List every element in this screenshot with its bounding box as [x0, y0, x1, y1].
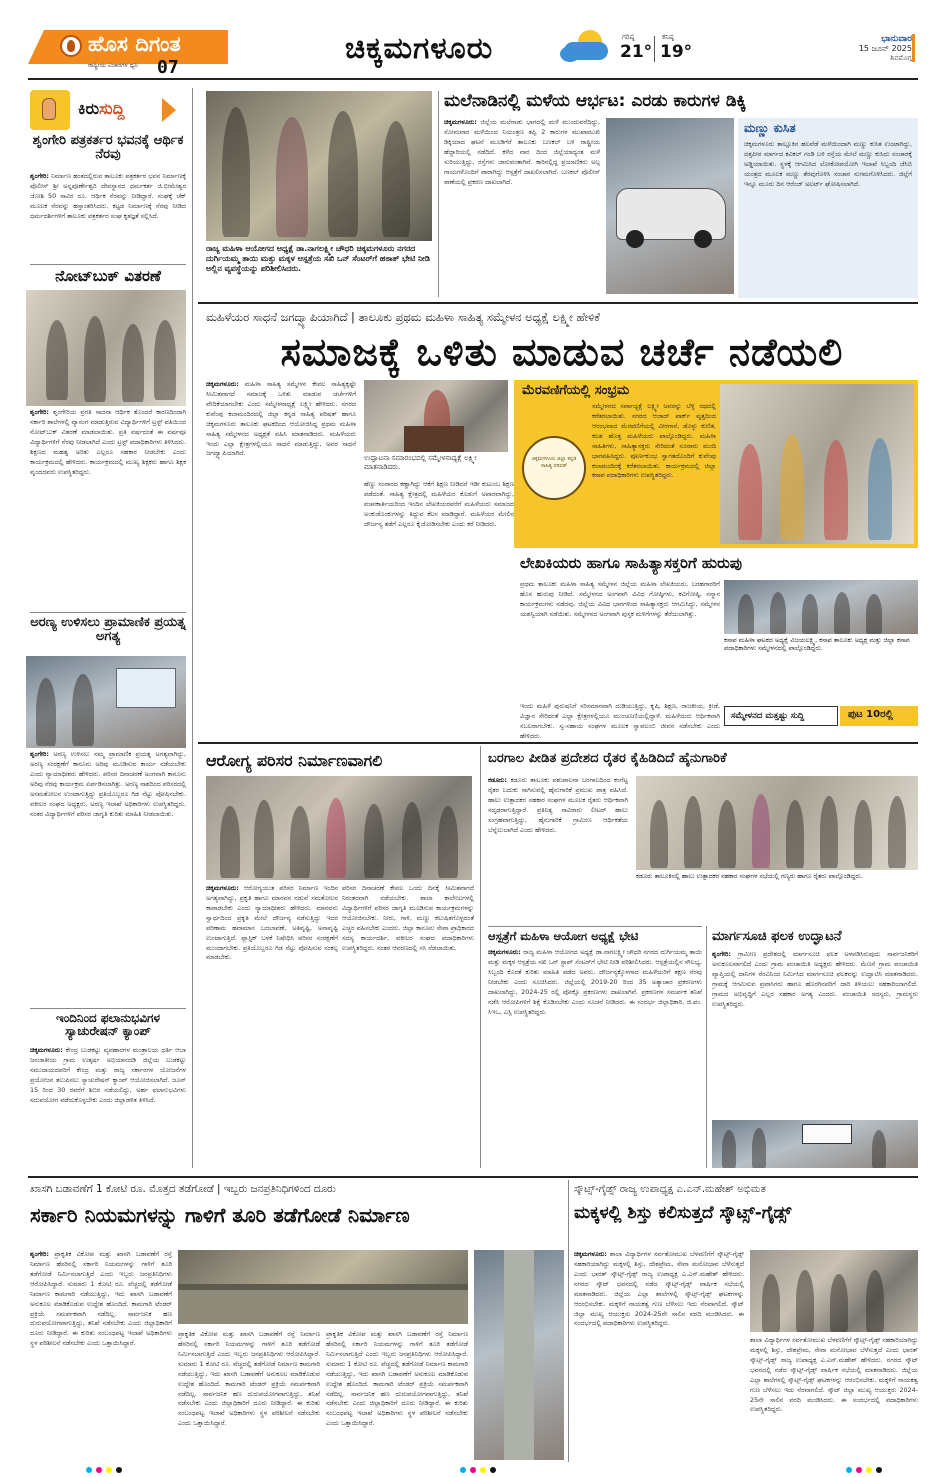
rain-text: ಜಿಲ್ಲೆಯ ಮಲೆನಾಡು ಭಾಗದಲ್ಲಿ ಮಳೆ ಮುಂದುವರೆದಿದ್ದು, ಸೋಮವಾರ ಮಳೆಯಿಂದ ನಿಯಂತ್ರಣ ತಪ್ಪಿ 2 ಕಾರುಗಳ ಮುಖಾಮುಖಿ ಡಿಕ್ಕಿಯಾದ ಘಟನೆ ಮೂಡಿಗೆರೆ ತಾಲೂಕು ಬಣಕಲ್ ಬಳಿ ರಾಷ್ಟ್ರೀಯ ಹೆದ್ದಾರಿಯಲ್ಲಿ ನಡೆದಿದೆ. ಕಳೆದ ವಾರ ದಿಂದ ಜಿಲ್ಲೆಯಾದ್ಯಂತ ಮಳೆ ಸುರಿಯುತ್ತಿದ್ದು, ರಸ್ತೆಗಳು ಜಾರುವಂತಾಗಿವೆ. ಕಾರಿನಲ್ಲಿದ್ದ ಪ್ರಯಾಣಿಕರು ಅಲ್ಪ ಗಾಯಗಳೊಂದಿಗೆ ಪಾರಾಗಿದ್ದು ಆಸ್ಪತ್ರೆಗೆ ದಾಖಲಿಸಲಾಗಿದೆ. ಬಣಕಲ್ ಪೊಲೀಸ್ ಠಾಣೆಯಲ್ಲಿ ಪ್ರಕರಣ ದಾಖಲಾಗಿದೆ.	[444, 118, 600, 186]
page-number: 07	[157, 57, 179, 78]
dateline-box	[808, 34, 912, 64]
dairy-meeting-caption: ಕಡೂರು ತಾಲೂಕಿನಲ್ಲಿ ಹಾಲು ಉತ್ಪಾದಕರ ಸಹಕಾರ ಸಂಘಗಳ ಸಭೆಯಲ್ಲಿ ಗಣ್ಯರು ಹಾಗೂ ರೈತರು ಪಾಲ್ಗೊಂಡಿದ್ದರು.	[636, 872, 863, 880]
column-divider	[438, 91, 439, 297]
procession-title: ಮೆರವಣಿಗೆಯಲ್ಲಿ ಸಂಭ್ರಮ	[522, 383, 630, 398]
health-event-photo	[206, 776, 472, 880]
story2-headline: ನೋಟ್‌ಬುಕ್ ವಿತರಣೆ	[55, 267, 161, 285]
story1-text: ನಿರ್ಮಾಣ ಹಂತದಲ್ಲಿರುವ ತಾಲೂಕು ಪತ್ರಕರ್ತರ ಭವನ ನಿರ್ಮಾಣಕ್ಕೆ ಪೊಲೀಸ್ ಶ್ರೀ ಅನ್ನಪೂರ್ಣೇಶ್ವರಿ ದೇವಸ್ಥಾನದ ಧರ್ಮಕರ್ತ ಜಿ.ಭೀಮೇಶ್ವರ ಜೋಶಿ 50 ಸಾವಿರ ರೂ. ಆರ್ಥಿಕ ನೆರವನ್ನು ನೀಡಿದ್ದಾರೆ. ಸಂಘಕ್ಕೆ ಚೆಕ್ ಮೂಲಕ ನೆರವನ್ನು ಹಸ್ತಾಂತರಿಸಿದರು. ಕಟ್ಟಡ ನಿರ್ಮಾಣಕ್ಕೆ ನೆರವು ನೀಡಿದ ಧರ್ಮದರ್ಶಿಗಳಿಗೆ ತಾಲೂಕು ಪತ್ರಕರ್ತರ ಸಂಘ ಕೃತಜ್ಞತೆ ಸಲ್ಲಿಸಿದೆ.	[30, 172, 186, 220]
health-body-col2: ಪರಿಸರ ದಿನಾಚರಣೆ ಕೇವಲ ಒಂದು ದಿನಕ್ಕೆ ಸೀಮಿತವಾಗದೆ ನಿರಂತರವಾಗಿ ನಡೆಯಬೇಕು. ಶಾಲಾ ಕಾಲೇಜುಗಳಲ್ಲಿ ವಿದ್ಯಾರ್ಥಿಗಳಿಗೆ ಪರಿಸರ ಜಾಗೃತಿ ಮೂಡಿಸುವ ಕಾರ್ಯಕ್ರಮಗಳನ್ನು ಆಯೋಜಿಸಬೇಕು. ನೀರು, ಗಾಳಿ, ಮಣ್ಣು ಕಲುಷಿತಗೊಳ್ಳದಂತೆ ಎಚ್ಚರ ವಹಿಸಬೇಕು ಎಂದರು. ಜಿಲ್ಲಾ ಕಾನೂನು ಸೇವಾ ಪ್ರಾಧಿಕಾರದ ಸದಸ್ಯ ಕಾರ್ಯದರ್ಶಿ, ವಕೀಲರ ಸಂಘದ ಪದಾಧಿಕಾರಿಗಳು ಉಪಸ್ಥಿತರಿದ್ದರು. ನಂತರ ಆವರಣದಲ್ಲಿ ಸಸಿ ನೆಡಲಾಯಿತು.	[342, 884, 474, 952]
story1-headline: ಶೃಂಗೇರಿ ಪತ್ರಕರ್ತರ ಭವನಕ್ಕೆ ಆರ್ಥಿಕ ನೆರವು	[32, 133, 184, 163]
scouts-meeting-photo	[750, 1250, 918, 1332]
story4-body	[30, 1046, 186, 1168]
signboard-body	[712, 950, 918, 1118]
temp-divider	[654, 36, 655, 62]
chevron-right-icon	[162, 98, 176, 122]
divider	[488, 926, 702, 927]
brand-name: ಹೊಸ ದಿಗಂತ	[88, 32, 181, 56]
column-divider	[480, 746, 481, 1168]
rain-cloud-icon	[560, 30, 610, 66]
section-rule	[198, 302, 918, 304]
story3-dateline: ಶೃಂಗೇರಿ:	[30, 750, 49, 758]
lead-photo-caption: ಉದ್ಘಾಟನಾ ಸಮಾರಂಭದಲ್ಲಿ ಸಮ್ಮೇಳನಾಧ್ಯಕ್ಷೆ ಲಕ್ಷ್ಮೀ ಮಾತನಾಡಿದರು.	[364, 454, 477, 471]
edition-title: ಚಿಕ್ಕಮಗಳೂರು	[345, 31, 494, 66]
column-divider	[706, 926, 707, 1168]
divider	[30, 612, 186, 613]
writers-caption: ಕಸಾಪ ಮಹಿಳಾ ಘಟಕದ ಅಧ್ಯಕ್ಷೆ ವಿಜಯಲಕ್ಷ್ಮಿ, ಕಸಾಪ ತಾಲೂಕು ಅಧ್ಯಕ್ಷ ಮತ್ತು ಜಿಲ್ಲಾ ಕಸಾಪ ಪದಾಧಿಕಾರಿಗಳು ಸಮ್ಮೇಳನದಲ್ಲಿ ಪಾಲ್ಗೊಂಡಿದ್ದರು.	[724, 636, 910, 652]
wall-headline: ಸರ್ಕಾರಿ ನಿಯಮಗಳನ್ನು ಗಾಳಿಗೆ ತೂರಿ ತಡೆಗೋಡೆ ನಿರ್ಮಾಣ	[30, 1203, 410, 1227]
car-crash-photo	[606, 118, 734, 294]
max-temp-label: ಗರಿಷ್ಠ	[622, 33, 635, 41]
wall-kicker: ಖಾಸಗಿ ಬಡಾವಣೆಗೆ 1 ಕೋಟಿ ರೂ. ಮೊತ್ತದ ತಡೆಗೋಡೆ | ಇಬ್ಬರು ಜನಪ್ರತಿನಿಧಿಗಳಿಂದ ದೂರು	[30, 1183, 336, 1195]
story3-headline: ಅರಣ್ಯ ಉಳಿಸಲು ಪ್ರಾಮಾಣಿಕ ಪ್ರಯತ್ನ ಅಗತ್ಯ	[30, 615, 186, 645]
orange-corner-bar	[912, 34, 915, 62]
story3-text: ಅರಣ್ಯ ಉಳಿಸಲು ನಮ್ಮ ಪ್ರಾಮಾಣಿಕ ಪ್ರಯತ್ನ ಅಗತ್ಯವಾಗಿದ್ದು, ಅರಣ್ಯ ಸಂರಕ್ಷಣೆಗೆ ಕಾನೂನು ಅರಿವು ಮೂಡಿಸುವ ಕಾರ್ಯ ನಡೆಯಬೇಕು ಎಂದು ನ್ಯಾಯಾಧೀಶರು ಹೇಳಿದರು. ಪರಿಸರ ದಿನಾಚರಣೆ ಅಂಗವಾಗಿ ಕಾನೂನು ಅರಿವು ನೆರವು ಕಾರ್ಯಕ್ರಮ ಏರ್ಪಡಿಸಲಾಗಿತ್ತು. ಅರಣ್ಯ ನಾಶದಿಂದ ಪರಿಸರದಲ್ಲಿ ಅಸಮತೋಲನ ಉಂಟಾಗುತ್ತಿದ್ದು ಪ್ರತಿಯೊಬ್ಬರೂ ಗಿಡ ನೆಟ್ಟು ಪೋಷಿಸಬೇಕು. ವಕೀಲರ ಸಂಘದ ಅಧ್ಯಕ್ಷರು, ಅರಣ್ಯ ಇಲಾಖೆ ಅಧಿಕಾರಿಗಳು ಉಪಸ್ಥಿತರಿದ್ದರು. ನಂತರ ವಿದ್ಯಾರ್ಥಿಗಳಿಗೆ ಪರಿಸರ ಜಾಗೃತಿ ಕುರಿತು ಮಾಹಿತಿ ನೀಡಲಾಯಿತು.	[30, 750, 186, 818]
soil-slide-title: ಮಣ್ಣು ಕುಸಿತ	[744, 121, 796, 135]
health-dateline: ಚಿಕ್ಕಮಗಳೂರು:	[206, 884, 239, 892]
drought-text: ಕಡೂರು ತಾಲೂಕು ಪಶುಪಾಲನಾ ಬರಗಾಲದಿಂದ ಕಂಗೆಟ್ಟ ರೈತರ ಬದುಕು ಸಾಗಿಸುವಲ್ಲಿ ಹೈನುಗಾರಿಕೆ ಪ್ರಮುಖ ಪಾತ್ರ ವಹಿಸಿದೆ. ಹಾಲು ಉತ್ಪಾದಕರ ಸಹಕಾರ ಸಂಘಗಳ ಮೂಲಕ ರೈತರು ಆರ್ಥಿಕವಾಗಿ ಸದೃಢರಾಗುತ್ತಿದ್ದಾರೆ. ಪ್ರತಿನಿತ್ಯ ಸಾವಿರಾರು ಲೀಟರ್ ಹಾಲು ಸಂಗ್ರಹವಾಗುತ್ತಿದ್ದು, ಹೈನುಗಾರಿಕೆ ಗ್ರಾಮೀಣ ಆರ್ಥಿಕತೆಯ ಬೆನ್ನೆಲುಬಾಗಿದೆ ಎಂದು ಹೇಳಿದರು.	[488, 776, 628, 834]
scouts-body-col1	[574, 1250, 744, 1460]
soil-slide-box	[738, 118, 918, 298]
commission-visit-photo	[206, 91, 432, 241]
story2-dateline: ಶೃಂಗೇರಿ:	[30, 408, 49, 416]
issue-date: 15 ಜೂನ್ 2025	[858, 44, 912, 53]
day-name: ಭಾನುವಾರ	[881, 34, 912, 44]
health-body-col1	[206, 884, 338, 1168]
divider	[30, 1008, 186, 1009]
suddi-label: ಸುದ್ದಿ	[99, 99, 125, 118]
commission-visit-caption: ರಾಜ್ಯ ಮಹಿಳಾ ಆಯೋಗದ ಅಧ್ಯಕ್ಷೆ ಡಾ.ನಾಗಲಕ್ಷ್ಮೀ ಚೌಧರಿ ಚಿಕ್ಕಮಗಳೂರು ನಗರದ ದುರ್ಗಿಯಮ್ಮ ತಾಯಿ ಮತ್ತು ಮಕ್ಕಳ ಆಸ್ಪತ್ರೆಯ ಸಖಿ ಒನ್ ಸೆಂಟರ್‌ಗೆ ಹಠಾತ್ ಭೇಟಿ ನೀಡಿ ಅಲ್ಲಿನ ವ್ಯವಸ್ಥೆಯನ್ನು ಪರಿಶೀಲಿಸಿದರು.	[206, 244, 430, 273]
retaining-wall-photo-2	[474, 1250, 564, 1460]
section-rule	[28, 1176, 918, 1178]
lead-body-col1	[206, 380, 356, 780]
min-temp-label: ಕನಿಷ್ಠ	[662, 33, 674, 41]
kasapa-seal-text: ಚಿಕ್ಕಮಗಳೂರು ಜಿಲ್ಲಾ ಕನ್ನಡ ಸಾಹಿತ್ಯ ಪರಿಷತ್	[531, 456, 577, 469]
lead-speaker-photo	[364, 380, 508, 452]
lead-body-col2: ಹೆಣ್ಣು ಸಂಸಾರದ ಕಣ್ಣಾಗಿದ್ದು ಆಕೆಗೆ ಶಿಕ್ಷಣ ನೀಡಿದರೆ ಇಡೀ ಕುಟುಂಬ ಶಿಕ್ಷಣ ಪಡೆದಂತೆ. ಸಾಹಿತ್ಯ ಕ್ಷೇತ್ರದಲ್ಲಿ ಮಹಿಳೆಯರ ಕೊಡುಗೆ ಅಪಾರವಾಗಿದ್ದು, ವಚನಕಾರ್ತಿಯರಿಂದ ಇಂದಿನ ಲೇಖಕಿಯರವರೆಗೆ ಮಹಿಳೆಯರು ಸಮಾಜದ ಅಂಕುಡೊಂಕುಗಳನ್ನು ತಿದ್ದುವ ಕೆಲಸ ಮಾಡಿದ್ದಾರೆ. ಮಹಿಳೆಯರ ಮೇಲಿನ ದೌರ್ಜನ್ಯ ತಡೆಗೆ ಎಲ್ಲರೂ ಕೈಜೋಡಿಸಬೇಕು ಎಂದು ಕರೆ ನೀಡಿದರು.	[364, 480, 514, 528]
lead-dateline: ಚಿಕ್ಕಮಗಳೂರು:	[206, 380, 239, 388]
rain-body	[444, 118, 600, 296]
max-temp: 21°	[620, 42, 653, 62]
hand-point-icon	[30, 90, 70, 130]
drought-headline: ಬರಗಾಲ ಪೀಡಿತ ಪ್ರದೇಶದ ರೈತರ ಕೈಹಿಡಿದಿದೆ ಹೈನುಗಾರಿಕೆ	[488, 751, 727, 766]
story4-headline: ಇಂದಿನಿಂದ ಫಲಾನುಭವಿಗಳ ಸ್ಯಾಚುರೇಷನ್ ಕ್ಯಾಂಪ್	[56, 1011, 160, 1039]
soil-slide-body: ಚಿಕ್ಕಮಗಳೂರು ತಾಲ್ಲೂಕಿನ ಹಲವೆಡೆ ಮಳೆಯಿಂದಾಗಿ ಮಣ್ಣು ಕುಸಿತ ಉಂಟಾಗಿದ್ದು, ದತ್ತಪೀಠ ಮಾರ್ಗದ ಕವಿಕಲ್ ಗಂಡಿ ಬಳಿ ರಸ್ತೆಯ ಮೇಲೆ ಮಣ್ಣು ಕುಸಿದು ಸಂಚಾರಕ್ಕೆ ಅಡ್ಡಿಯಾಯಿತು. ಸ್ಥಳಕ್ಕೆ ಆಗಮಿಸಿದ ಲೋಕೋಪಯೋಗಿ ಇಲಾಖೆ ಸಿಬ್ಬಂದಿ ಜೆಸಿಬಿ ಯಂತ್ರದ ಮೂಲಕ ಮಣ್ಣು ತೆರವುಗೊಳಿಸಿ ಸಂಚಾರ ಸುಗಮಗೊಳಿಸಿದರು. ಜಿಲ್ಲೆಗೆ ಇನ್ನೂ ಮೂರು ದಿನ ಆರೆಂಜ್ ಅಲರ್ಟ್ ಘೋಷಿಸಲಾಗಿದೆ.	[744, 140, 912, 188]
rain-headline: ಮಲೆನಾಡಿನಲ್ಲಿ ಮಳೆಯ ಆರ್ಭಟ: ಎರಡು ಕಾರುಗಳ ಡಿಕ್ಕಿ	[444, 91, 747, 111]
commission-headline: ಆಸ್ಪತ್ರೆಗೆ ಮಹಿಳಾ ಆಯೋಗ ಅಧ್ಯಕ್ಷೆ ಭೇಟಿ	[488, 929, 639, 943]
procession-photo	[720, 384, 914, 544]
lead-text-1: ಮಹಿಳಾ ಸಾಹಿತ್ಯ ಸಮ್ಮೇಳನ ಕೇವಲ ಸಾಹಿತ್ಯಕ್ಕಷ್ಟೇ ಸೀಮಿತವಾಗದೆ ಸಮಾಜಕ್ಕೆ ಒಳಿತು ಮಾಡುವ ಚರ್ಚೆಗಳಿಗೆ ವೇದಿಕೆಯಾಗಬೇಕು ಎಂದು ಸಮ್ಮೇಳನಾಧ್ಯಕ್ಷೆ ಲಕ್ಷ್ಮೀ ಹೇಳಿದರು. ನಗರದ ಕುವೆಂಪು ಕಲಾಮಂದಿರದಲ್ಲಿ ಜಿಲ್ಲಾ ಕನ್ನಡ ಸಾಹಿತ್ಯ ಪರಿಷತ್ ಹಾಗೂ ಚಿಕ್ಕಮಗಳೂರು ತಾಲೂಕು ಘಟಕದಿಂದ ಆಯೋಜಿಸಿದ್ದ ಪ್ರಥಮ ಮಹಿಳಾ ಸಾಹಿತ್ಯ ಸಮ್ಮೇಳನದ ಅಧ್ಯಕ್ಷತೆ ವಹಿಸಿ ಮಾತನಾಡಿದರು. ಮಹಿಳೆಯರು ಇಂದು ಎಲ್ಲಾ ಕ್ಷೇತ್ರಗಳಲ್ಲಿಯೂ ಸಾಧನೆ ಮಾಡುತ್ತಿದ್ದು, ಅವರ ಸಾಧನೆ ಜಗದ್ವ್ಯಾಪಿಯಾಗಿದೆ.	[206, 380, 356, 458]
edition-city: ಶಿವಮೊಗ್ಗ	[890, 54, 912, 62]
story2-body	[30, 408, 186, 612]
scouts-dateline: ಚಿಕ್ಕಮಗಳೂರು:	[574, 1250, 607, 1258]
wall-dateline: ಶೃಂಗೇರಿ:	[30, 1250, 49, 1258]
procession-body: ಸಮ್ಮೇಳನದ ಸರ್ವಾಧ್ಯಕ್ಷೆ ಲಕ್ಷ್ಮೀ ಅವರನ್ನು ಬೆಳ್ಳಿ ರಥದಲ್ಲಿ ಕರೆತರಲಾಯಿತು. ನಗರದ ಆಜಾದ್ ಪಾರ್ಕ್ ವೃತ್ತದಿಂದ ಆರಂಭವಾದ ಮೆರವಣಿಗೆಯಲ್ಲಿ ವೀರಗಾಸೆ, ಡೊಳ್ಳು ಕುಣಿತ, ಕಲಶ ಹೊತ್ತ ಮಹಿಳೆಯರು ಪಾಲ್ಗೊಂಡಿದ್ದರು. ಮಹಿಳಾ ಸಾಹಿತಿಗಳು, ಸಾಹಿತ್ಯಾಸಕ್ತರು ಸೇರಿದಂತೆ ನೂರಾರು ಮಂದಿ ಭಾಗವಹಿಸಿದ್ದರು. ಪೂರ್ಣಕುಂಭ ಸ್ವಾಗತದೊಂದಿಗೆ ಕುವೆಂಪು ಕಲಾಮಂದಿರಕ್ಕೆ ಕರೆತರಲಾಯಿತು. ಕಾರ್ಯಕ್ರಮದಲ್ಲಿ ಜಿಲ್ಲಾ ಕಸಾಪ ಪದಾಧಿಕಾರಿಗಳು ಉಪಸ್ಥಿತರಿದ್ದರು.	[592, 402, 716, 480]
kiru-suddi-banner	[30, 90, 184, 130]
brand-logo-icon	[60, 35, 82, 57]
divider	[30, 264, 186, 265]
min-temp: 19°	[660, 42, 693, 62]
wall-text: ಪ್ರಾಕೃತಿಕ ವಿಕೋಪ ಮತ್ತು ಖಾಸಗಿ ಬಡಾವಣೆಗೆ ರಸ್ತೆ ನಿರ್ಮಾಣ ಹೆಸರಿನಲ್ಲಿ ಸರ್ಕಾರಿ ನಿಯಮಗಳನ್ನು ಗಾಳಿಗೆ ತೂರಿ ತಡೆಗೋಡೆ ನಿರ್ಮಿಸಲಾಗುತ್ತಿದೆ ಎಂದು ಇಬ್ಬರು ಜನಪ್ರತಿನಿಧಿಗಳು ಆರೋಪಿಸಿದ್ದಾರೆ. ಸುಮಾರು 1 ಕೋಟಿ ರೂ. ವೆಚ್ಚದಲ್ಲಿ ತಡೆಗೋಡೆ ನಿರ್ಮಾಣ ಕಾಮಗಾರಿ ನಡೆಯುತ್ತಿದ್ದು, ಇದು ಖಾಸಗಿ ಬಡಾವಣೆಗೆ ಅನುಕೂಲ ಮಾಡಿಕೊಡುವ ಉದ್ದೇಶ ಹೊಂದಿದೆ. ಕಾಮಗಾರಿ ಟೆಂಡರ್ ಪ್ರಕ್ರಿಯೆ ಸಮರ್ಪಕವಾಗಿ ನಡೆದಿಲ್ಲ. ಸಾರ್ವಜನಿಕ ಹಣ ದುರುಪಯೋಗವಾಗುತ್ತಿದ್ದು, ತನಿಖೆ ನಡೆಸಬೇಕು ಎಂದು ಜಿಲ್ಲಾಧಿಕಾರಿಗೆ ದೂರು ನೀಡಿದ್ದಾರೆ. ಈ ಕುರಿತು ಸಂಬಂಧಪಟ್ಟ ಇಲಾಖೆ ಅಧಿಕಾರಿಗಳು ಸ್ಥಳ ಪರಿಶೀಲನೆ ನಡೆಸಬೇಕು ಎಂದು ಒತ್ತಾಯಿಸಿದ್ದಾರೆ.	[30, 1250, 172, 1348]
scouts-body-col2: ಶಾಲಾ ವಿದ್ಯಾರ್ಥಿಗಳ ಸರ್ವತೋಮುಖ ಬೆಳವಣಿಗೆಗೆ ಸ್ಕೌಟ್ಸ್-ಗೈಡ್ಸ್ ಸಹಕಾರಿಯಾಗಿದ್ದು ಮಕ್ಕಳಲ್ಲಿ ಶಿಸ್ತು, ದೇಶಪ್ರೇಮ, ಸೇವಾ ಮನೋಭಾವ ಬೆಳೆಸುತ್ತದೆ ಎಂದು ಭಾರತ್ ಸ್ಕೌಟ್ಸ್-ಗೈಡ್ಸ್ ರಾಜ್ಯ ಉಪಾಧ್ಯಕ್ಷ ಎ.ಎನ್.ಮಹೇಶ್ ಹೇಳಿದರು. ನಗರದ ಸ್ಕೌಟ್ ಭವನದಲ್ಲಿ ನಡೆದ ಸ್ಕೌಟ್ಸ್-ಗೈಡ್ಸ್ ವಾರ್ಷಿಕ ಸಭೆಯಲ್ಲಿ ಮಾತನಾಡಿದರು. ಜಿಲ್ಲೆಯ ಎಲ್ಲಾ ಶಾಲೆಗಳಲ್ಲಿ ಸ್ಕೌಟ್ಸ್-ಗೈಡ್ಸ್ ಘಟಕಗಳನ್ನು ಆರಂಭಿಸಬೇಕು. ಮಕ್ಕಳಿಗೆ ನಾಯಕತ್ವ ಗುಣ ಬೆಳೆಸಲು ಇದು ನೆರವಾಗಲಿದೆ. ಸ್ಕೌಟ್ ಜಿಲ್ಲಾ ಮುಖ್ಯ ಆಯುಕ್ತರು 2024-25ನೇ ಸಾಲಿನ ವರದಿ ಮಂಡಿಸಿದರು. ಈ ಸಂದರ್ಭದಲ್ಲಿ ಪದಾಧಿಕಾರಿಗಳು ಉಪಸ್ಥಿತರಿದ್ದರು.	[750, 1336, 918, 1414]
writers-headline: ಲೇಖಕಿಯರು ಹಾಗೂ ಸಾಹಿತ್ಯಾಸಕ್ತರಿಗೆ ಹುರುಪು	[520, 554, 742, 572]
left-column-divider	[192, 88, 193, 1168]
writers-text: ಪ್ರಥಮ ತಾಲೂಕು ಮಹಿಳಾ ಸಾಹಿತ್ಯ ಸಮ್ಮೇಳನ ಜಿಲ್ಲೆಯ ಮಹಿಳಾ ಲೇಖಕಿಯರು, ಬರಹಗಾರರಿಗೆ ಹೊಸ ಹುರುಪು ನೀಡಿದೆ. ಸಮ್ಮೇಳನದ ಅಂಗವಾಗಿ ವಿವಿಧ ಗೋಷ್ಠಿಗಳು, ಕವಿಗೋಷ್ಠಿ, ಸನ್ಮಾನ ಕಾರ್ಯಕ್ರಮಗಳು ನಡೆದವು. ಜಿಲ್ಲೆಯ ವಿವಿಧ ಭಾಗಗಳಿಂದ ಸಾಹಿತ್ಯಾಸಕ್ತರು ಆಗಮಿಸಿದ್ದು, ಸಮ್ಮೇಳನ ಯಶಸ್ವಿಯಾಗಿ ನಡೆಯಿತು. ಸಮ್ಮೇಳನದ ಅಂಗವಾಗಿ ಪುಸ್ತಕ ಮಳಿಗೆಗಳನ್ನು ತೆರೆಯಲಾಗಿತ್ತು.	[520, 580, 720, 618]
column-divider	[568, 1180, 569, 1462]
commission-text: ರಾಜ್ಯ ಮಹಿಳಾ ಆಯೋಗದ ಅಧ್ಯಕ್ಷೆ ಡಾ.ನಾಗಲಕ್ಷ್ಮೀ ಚೌಧರಿ ನಗರದ ದುರ್ಗಿಯಮ್ಮ ತಾಯಿ ಮತ್ತು ಮಕ್ಕಳ ಆಸ್ಪತ್ರೆಯ ಸಖಿ ಒನ್ ಸ್ಟಾಪ್ ಸೆಂಟರ್‌ಗೆ ಭೇಟಿ ನೀಡಿ ಪರಿಶೀಲಿಸಿದರು. ಆಸ್ಪತ್ರೆಯಲ್ಲಿನ ಸೌಲಭ್ಯ, ಸಿಬ್ಬಂದಿ ಕೊರತೆ ಕುರಿತು ಮಾಹಿತಿ ಪಡೆದ ಅವರು, ದೌರ್ಜನ್ಯಕ್ಕೊಳಗಾದ ಮಹಿಳೆಯರಿಗೆ ತಕ್ಷಣ ನೆರವು ನೀಡಬೇಕು ಎಂದು ಸೂಚಿಸಿದರು. ಜಿಲ್ಲೆಯಲ್ಲಿ 2019-20 ರಿಂದ 35 ಅತ್ಯಾಚಾರ ಪ್ರಕರಣಗಳು ದಾಖಲಾಗಿದ್ದು, 2024-25 ರಲ್ಲಿ ಪೋಕ್ಸೊ ಪ್ರಕರಣಗಳು ದಾಖಲಾಗಿವೆ. ಪ್ರಕರಣಗಳ ಸಮರ್ಪಕ ತನಿಖೆ ನಡೆಸಿ ಆರೋಪಿಗಳಿಗೆ ಶಿಕ್ಷೆ ಕೊಡಿಸಬೇಕು ಎಂದು ಸೂಚನೆ ನೀಡಿದರು. ಈ ಸಂದರ್ಭ ಜಿಲ್ಲಾಧಿಕಾರಿ, ಜಿ.ಪಂ. ಸಿಇಒ, ಎಸ್ಪಿ ಉಪಸ್ಥಿತರಿದ್ದರು.	[488, 948, 702, 1016]
drought-dateline: ಕಡೂರು:	[488, 776, 507, 784]
lead-headline: ಸಮಾಜಕ್ಕೆ ಒಳಿತು ಮಾಡುವ ಚರ್ಚೆ ನಡೆಯಲಿ	[280, 330, 844, 374]
print-registration-marks	[460, 1467, 496, 1473]
brand-tagline: ರಾಷ್ಟ್ರೀಯ ವಿಚಾರಗಳ ಧ್ವನಿ	[88, 62, 139, 69]
print-registration-marks	[86, 1467, 122, 1473]
signboard-text: ಗ್ರಾಮೀಣ ಪ್ರದೇಶದಲ್ಲಿ ಮಾರ್ಗಸೂಚಿ ಫಲಕ ಅಳವಡಿಸಿರುವುದು ಸಾರ್ವಜನಿಕರಿಗೆ ಅನುಕೂಲವಾಗಲಿದೆ ಎಂದು ಗ್ರಾಮ ಪಂಚಾಯಿತಿ ಅಧ್ಯಕ್ಷರು ಹೇಳಿದರು. ಮೆಣಸೆ ಗ್ರಾಮ ಪಂಚಾಯಿತಿ ವ್ಯಾಪ್ತಿಯಲ್ಲಿ ದಾನಿಗಳ ನೆರವಿನಿಂದ ನಿರ್ಮಿಸಿದ ಮಾರ್ಗಸೂಚಿ ಫಲಕವನ್ನು ಉದ್ಘಾಟಿಸಿ ಮಾತನಾಡಿದರು. ಗ್ರಾಮಕ್ಕೆ ಆಗಮಿಸುವ ಪ್ರವಾಸಿಗರು ಹಾಗೂ ಹೊರಗಿನವರಿಗೆ ದಾರಿ ತಿಳಿಯಲು ಸಹಕಾರಿಯಾಗಲಿದೆ. ಗ್ರಾಮದ ಅಭಿವೃದ್ಧಿಗೆ ಎಲ್ಲರ ಸಹಕಾರ ಅಗತ್ಯ ಎಂದರು. ಪಂಚಾಯಿತಿ ಸದಸ್ಯರು, ಗ್ರಾಮಸ್ಥರು ಉಪಸ್ಥಿತರಿದ್ದರು.	[712, 950, 918, 1008]
page-ref-link[interactable]	[840, 706, 918, 726]
signboard-photo	[712, 1120, 918, 1168]
wall-body-col2: ಪ್ರಾಕೃತಿಕ ವಿಕೋಪ ಮತ್ತು ಖಾಸಗಿ ಬಡಾವಣೆಗೆ ರಸ್ತೆ ನಿರ್ಮಾಣ ಹೆಸರಿನಲ್ಲಿ ಸರ್ಕಾರಿ ನಿಯಮಗಳನ್ನು ಗಾಳಿಗೆ ತೂರಿ ತಡೆಗೋಡೆ ನಿರ್ಮಿಸಲಾಗುತ್ತಿದೆ ಎಂದು ಇಬ್ಬರು ಜನಪ್ರತಿನಿಧಿಗಳು ಆರೋಪಿಸಿದ್ದಾರೆ. ಸುಮಾರು 1 ಕೋಟಿ ರೂ. ವೆಚ್ಚದಲ್ಲಿ ತಡೆಗೋಡೆ ನಿರ್ಮಾಣ ಕಾಮಗಾರಿ ನಡೆಯುತ್ತಿದ್ದು, ಇದು ಖಾಸಗಿ ಬಡಾವಣೆಗೆ ಅನುಕೂಲ ಮಾಡಿಕೊಡುವ ಉದ್ದೇಶ ಹೊಂದಿದೆ. ಕಾಮಗಾರಿ ಟೆಂಡರ್ ಪ್ರಕ್ರಿಯೆ ಸಮರ್ಪಕವಾಗಿ ನಡೆದಿಲ್ಲ. ಸಾರ್ವಜನಿಕ ಹಣ ದುರುಪಯೋಗವಾಗುತ್ತಿದ್ದು, ತನಿಖೆ ನಡೆಸಬೇಕು ಎಂದು ಜಿಲ್ಲಾಧಿಕಾರಿಗೆ ದೂರು ನೀಡಿದ್ದಾರೆ. ಈ ಕುರಿತು ಸಂಬಂಧಪಟ್ಟ ಇಲಾಖೆ ಅಧಿಕಾರಿಗಳು ಸ್ಥಳ ಪರಿಶೀಲನೆ ನಡೆಸಬೇಕು ಎಂದು ಒತ್ತಾಯಿಸಿದ್ದಾರೆ.	[178, 1330, 320, 1428]
health-headline: ಆರೋಗ್ಯ ಪರಿಸರ ನಿರ್ಮಾಣವಾಗಲಿ	[206, 751, 383, 770]
notebook-distribution-photo	[26, 290, 186, 406]
dairy-meeting-photo-1	[636, 776, 918, 870]
page-ref-label: ಪುಟ 10ರಲ್ಲಿ	[848, 709, 893, 720]
story3-body	[30, 750, 186, 1006]
drought-body	[488, 776, 628, 924]
story4-dateline: ಚಿಕ್ಕಮಗಳೂರು:	[30, 1046, 63, 1054]
lead-body-col3	[520, 580, 720, 700]
wall-body-col3: ಪ್ರಾಕೃತಿಕ ವಿಕೋಪ ಮತ್ತು ಖಾಸಗಿ ಬಡಾವಣೆಗೆ ರಸ್ತೆ ನಿರ್ಮಾಣ ಹೆಸರಿನಲ್ಲಿ ಸರ್ಕಾರಿ ನಿಯಮಗಳನ್ನು ಗಾಳಿಗೆ ತೂರಿ ತಡೆಗೋಡೆ ನಿರ್ಮಿಸಲಾಗುತ್ತಿದೆ ಎಂದು ಇಬ್ಬರು ಜನಪ್ರತಿನಿಧಿಗಳು ಆರೋಪಿಸಿದ್ದಾರೆ. ಸುಮಾರು 1 ಕೋಟಿ ರೂ. ವೆಚ್ಚದಲ್ಲಿ ತಡೆಗೋಡೆ ನಿರ್ಮಾಣ ಕಾಮಗಾರಿ ನಡೆಯುತ್ತಿದ್ದು, ಇದು ಖಾಸಗಿ ಬಡಾವಣೆಗೆ ಅನುಕೂಲ ಮಾಡಿಕೊಡುವ ಉದ್ದೇಶ ಹೊಂದಿದೆ. ಕಾಮಗಾರಿ ಟೆಂಡರ್ ಪ್ರಕ್ರಿಯೆ ಸಮರ್ಪಕವಾಗಿ ನಡೆದಿಲ್ಲ. ಸಾರ್ವಜನಿಕ ಹಣ ದುರುಪಯೋಗವಾಗುತ್ತಿದ್ದು, ತನಿಖೆ ನಡೆಸಬೇಕು ಎಂದು ಜಿಲ್ಲಾಧಿಕಾರಿಗೆ ದೂರು ನೀಡಿದ್ದಾರೆ. ಈ ಕುರಿತು ಸಂಬಂಧಪಟ್ಟ ಇಲಾಖೆ ಅಧಿಕಾರಿಗಳು ಸ್ಥಳ ಪರಿಶೀಲನೆ ನಡೆಸಬೇಕು ಎಂದು ಒತ್ತಾಯಿಸಿದ್ದಾರೆ.	[326, 1330, 468, 1428]
lead-body-col3b: ಇಂದು ಮಹಿಳೆ ಪುರುಷನಿಗೆ ಸರಿಸಮಾನವಾಗಿ ದುಡಿಯುತ್ತಿದ್ದು, ಕೃಷಿ, ಶಿಕ್ಷಣ, ರಾಜಕೀಯ, ಕ್ರೀಡೆ, ವಿಜ್ಞಾನ ಸೇರಿದಂತೆ ಎಲ್ಲಾ ಕ್ಷೇತ್ರಗಳಲ್ಲಿಯೂ ಮುಂಚೂಣಿಯಲ್ಲಿದ್ದಾಳೆ. ಮಹಿಳೆಯರು ಆರ್ಥಿಕವಾಗಿ ಸಬಲರಾಗಬೇಕು. ಸ್ವ-ಸಹಾಯ ಸಂಘಗಳ ಮೂಲಕ ಸ್ವಾವಲಂಬಿ ಜೀವನ ನಡೆಸಬೇಕು ಎಂದು ಹೇಳಿದರು.	[520, 702, 720, 740]
signboard-dateline: ಶೃಂಗೇರಿ:	[712, 950, 731, 958]
section-rule	[198, 742, 918, 744]
signboard-headline: ಮಾರ್ಗಸೂಚಿ ಫಲಕ ಉದ್ಘಾಟನೆ	[712, 929, 842, 944]
more-news-label: ಸಮ್ಮೇಳನದ ಮತ್ತಷ್ಟು ಸುದ್ದಿ	[731, 711, 805, 721]
masthead-rule	[28, 78, 918, 80]
story1-dateline: ಶೃಂಗೇರಿ:	[30, 172, 49, 180]
masthead	[0, 0, 945, 88]
more-news-link[interactable]	[724, 706, 838, 726]
story4-text: ಕೇಂದ್ರ ಬುಡಕಟ್ಟು ವ್ಯವಹಾರಗಳ ಮಂತ್ರಾಲಯ ಧರ್ತಿ ಆಬಾ ಜನಜಾತೀಯ ಗ್ರಾಮ ಉತ್ಕರ್ಷ ಅಭಿಯಾನದಡಿ ಜಿಲ್ಲೆಯ ಬುಡಕಟ್ಟು ಸಮುದಾಯದವರಿಗೆ ಕೇಂದ್ರ ಮತ್ತು ರಾಜ್ಯ ಸರ್ಕಾರಗಳ ಯೋಜನೆಗಳ ಪ್ರಯೋಜನ ತಲುಪಿಸಲು ಸ್ಯಾಚುರೇಷನ್ ಕ್ಯಾಂಪ್ ಆಯೋಜಿಸಲಾಗಿದೆ. ಜೂನ್ 15 ರಿಂದ 30 ರವರೆಗೆ ಶಿಬಿರ ನಡೆಯಲಿದ್ದು, ಅರ್ಹ ಫಲಾನುಭವಿಗಳು ಸದುಪಯೋಗ ಪಡೆದುಕೊಳ್ಳಬೇಕು ಎಂದು ಜಿಲ್ಲಾಡಳಿತ ತಿಳಿಸಿದೆ.	[30, 1046, 186, 1104]
procession-box	[514, 380, 918, 548]
scouts-kicker: ಸ್ಕೌಟ್ಸ್-ಗೈಡ್ಸ್ ರಾಜ್ಯ ಉಪಾಧ್ಯಕ್ಷ ಎ.ಎನ್.ಮಹೇಶ್ ಅಭಿಮತ	[574, 1184, 766, 1195]
story1-body	[30, 172, 186, 262]
lead-kicker: ಮಹಿಳೆಯರ ಸಾಧನೆ ಜಗದ್ವ್ಯಾಪಿಯಾಗಿದೆ | ತಾಲೂಕು ಪ್ರಥಮ ಮಹಿಳಾ ಸಾಹಿತ್ಯ ಸಮ್ಮೇಳನ ಅಧ್ಯಕ್ಷೆ ಲಕ್ಷ್ಮೀ ಹೇಳಿಕೆ	[206, 310, 600, 324]
wall-body-col1	[30, 1250, 172, 1460]
scouts-text: ಶಾಲಾ ವಿದ್ಯಾರ್ಥಿಗಳ ಸರ್ವತೋಮುಖ ಬೆಳವಣಿಗೆಗೆ ಸ್ಕೌಟ್ಸ್-ಗೈಡ್ಸ್ ಸಹಕಾರಿಯಾಗಿದ್ದು ಮಕ್ಕಳಲ್ಲಿ ಶಿಸ್ತು, ದೇಶಪ್ರೇಮ, ಸೇವಾ ಮನೋಭಾವ ಬೆಳೆಸುತ್ತದೆ ಎಂದು ಭಾರತ್ ಸ್ಕೌಟ್ಸ್-ಗೈಡ್ಸ್ ರಾಜ್ಯ ಉಪಾಧ್ಯಕ್ಷ ಎ.ಎನ್.ಮಹೇಶ್ ಹೇಳಿದರು. ನಗರದ ಸ್ಕೌಟ್ ಭವನದಲ್ಲಿ ನಡೆದ ಸ್ಕೌಟ್ಸ್-ಗೈಡ್ಸ್ ವಾರ್ಷಿಕ ಸಭೆಯಲ್ಲಿ ಮಾತನಾಡಿದರು. ಜಿಲ್ಲೆಯ ಎಲ್ಲಾ ಶಾಲೆಗಳಲ್ಲಿ ಸ್ಕೌಟ್ಸ್-ಗೈಡ್ಸ್ ಘಟಕಗಳನ್ನು ಆರಂಭಿಸಬೇಕು. ಮಕ್ಕಳಿಗೆ ನಾಯಕತ್ವ ಗುಣ ಬೆಳೆಸಲು ಇದು ನೆರವಾಗಲಿದೆ. ಸ್ಕೌಟ್ ಜಿಲ್ಲಾ ಮುಖ್ಯ ಆಯುಕ್ತರು 2024-25ನೇ ಸಾಲಿನ ವರದಿ ಮಂಡಿಸಿದರು. ಈ ಸಂದರ್ಭದಲ್ಲಿ ಪದಾಧಿಕಾರಿಗಳು ಉಪಸ್ಥಿತರಿದ್ದರು.	[574, 1250, 744, 1328]
health-text-1: ಆರೋಗ್ಯಯುತ ಪರಿಸರ ನಿರ್ಮಾಣ ಇಂದಿನ ಅಗತ್ಯವಾಗಿದ್ದು, ಪ್ರಕೃತಿ ಹಾಗೂ ಮಾನವನ ನಡುವೆ ಸಮತೋಲನ ಕಾಪಾಡಬೇಕು ಎಂದು ನ್ಯಾಯಾಧೀಶರು ಹೇಳಿದರು. ಮಾನವನು ಸ್ವಾರ್ಥದಿಂದ ಪ್ರಕೃತಿ ಮೇಲೆ ದೌರ್ಜನ್ಯ ನಡೆಸುತ್ತಿದ್ದು ಇದರ ಪರಿಣಾಮ ಹವಾಮಾನ ಬದಲಾವಣೆ, ಅತಿವೃಷ್ಟಿ, ಅನಾವೃಷ್ಟಿ ಉಂಟಾಗುತ್ತಿದೆ. ಪ್ಲಾಸ್ಟಿಕ್ ಬಳಕೆ ನಿಷೇಧಿಸಿ ಪರಿಸರ ಸಂರಕ್ಷಣೆಗೆ ಮುಂದಾಗಬೇಕು. ಪ್ರತಿಯೊಬ್ಬರೂ ಗಿಡ ನೆಟ್ಟು ಪೋಷಿಸುವ ಸಂಕಲ್ಪ ಮಾಡಬೇಕು.	[206, 884, 338, 962]
commission-dateline: ಚಿಕ್ಕಮಗಳೂರು:	[488, 948, 521, 956]
kiru-label: ಕಿರು	[78, 99, 100, 118]
writers-photo	[724, 580, 918, 634]
retaining-wall-photo-1	[178, 1250, 468, 1324]
kasapa-seal-icon	[522, 436, 586, 500]
rain-dateline: ಚಿಕ್ಕಮಗಳೂರು:	[444, 118, 477, 126]
scouts-headline: ಮಕ್ಕಳಲ್ಲಿ ಶಿಸ್ತು ಕಲಿಸುತ್ತದೆ ಸ್ಕೌಟ್ಸ್-ಗೈಡ್ಸ್	[574, 1203, 792, 1223]
story2-text: ಶೃಂಗೇರಿಯ ಪ್ರಗತಿ ಸಾದನಾ ಆರ್ಥಿಕ ತೊಂದರೆ ಕಾರಣದಿಂದಾಗಿ ಸರ್ಕಾರಿ ಶಾಲೆಗಳಲ್ಲಿ ವ್ಯಾಸಂಗ ಮಾಡುತ್ತಿರುವ ವಿದ್ಯಾರ್ಥಿಗಳಿಗೆ ಟ್ರಸ್ಟ್ ವತಿಯಿಂದ ನೋಟ್‌ಬುಕ್ ವಿತರಣೆ ಮಾಡಲಾಯಿತು. ಪ್ರತಿ ವರ್ಷದಂತೆ ಈ ವರ್ಷವೂ ವಿದ್ಯಾರ್ಥಿಗಳಿಗೆ ನೆರವು ನೀಡಲಾಗಿದೆ ಎಂದು ಟ್ರಸ್ಟ್ ಪದಾಧಿಕಾರಿಗಳು ತಿಳಿಸಿದರು. ಶಿಕ್ಷಣದ ಮಹತ್ವ ಅರಿತು ಎಲ್ಲರೂ ಸಹಕಾರ ನೀಡಬೇಕು ಎಂದು ಕಾರ್ಯಕ್ರಮದಲ್ಲಿ ಹೇಳಿದರು. ಕಾರ್ಯಕ್ರಮದಲ್ಲಿ ಮುಖ್ಯ ಶಿಕ್ಷಕರು ಹಾಗೂ ಶಿಕ್ಷಕ ವೃಂದದವರು ಉಪಸ್ಥಿತರಿದ್ದರು.	[30, 408, 186, 476]
forest-awareness-photo	[26, 656, 186, 748]
print-registration-marks	[846, 1467, 882, 1473]
commission-body	[488, 948, 702, 1168]
